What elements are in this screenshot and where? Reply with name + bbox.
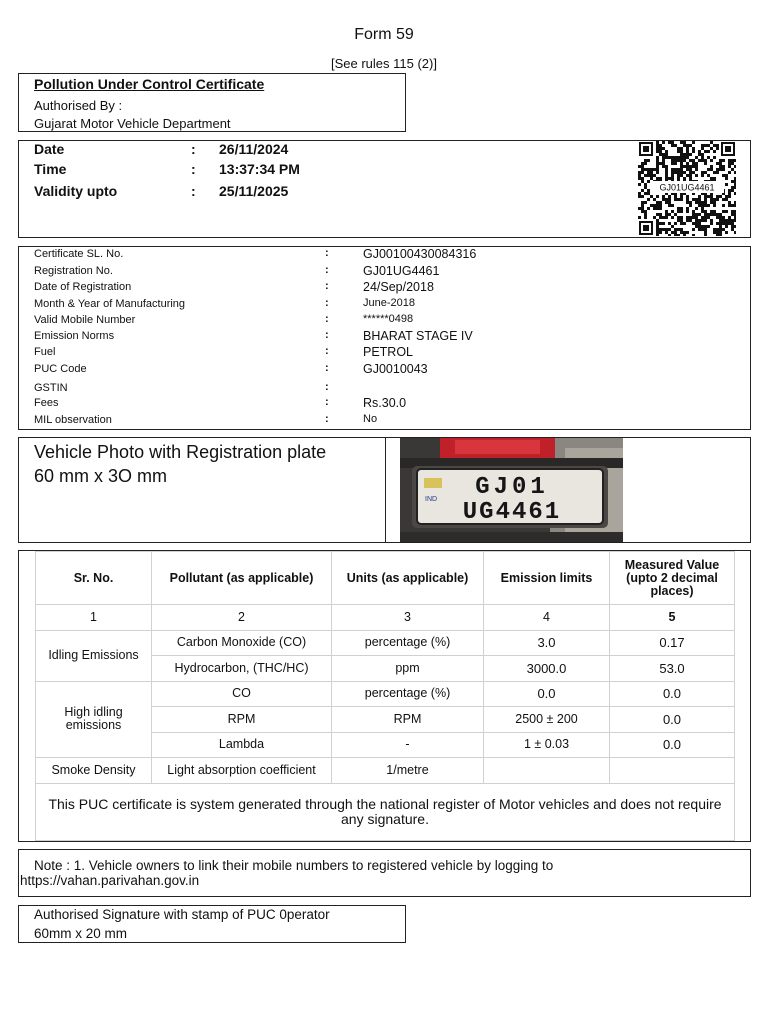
vahan-link[interactable]: https://vahan.parivahan.gov.in <box>20 873 200 888</box>
measured-cell <box>610 758 735 784</box>
vehicle-photo <box>400 438 623 542</box>
time-value: 13:37:34 PM <box>219 161 300 177</box>
detail-value: Rs.30.0 <box>363 396 407 410</box>
separator: : <box>325 413 329 425</box>
authorised-by-label: Authorised By : <box>34 98 123 113</box>
detail-value: PETROL <box>363 345 414 359</box>
table-row <box>36 758 735 784</box>
header-measured-value: Measured Value (upto 2 decimal places) <box>610 552 735 605</box>
rules-reference: [See rules 115 (2)] <box>331 56 437 71</box>
separator: : <box>191 183 196 199</box>
group-idling-emissions: Idling Emissions <box>36 630 152 681</box>
header-pollutant: Pollutant (as applicable) <box>152 552 332 605</box>
limit-cell: 1 ± 0.03 <box>484 732 610 758</box>
separator: : <box>325 396 329 408</box>
issue-info-box <box>18 140 751 238</box>
limit-cell: 2500 ± 200 <box>484 707 610 733</box>
date-label: Date <box>34 141 65 157</box>
detail-row <box>34 396 734 412</box>
separator: : <box>191 161 196 177</box>
separator: : <box>325 297 329 309</box>
pollutant-cell: CO <box>152 681 332 707</box>
units-cell: percentage (%) <box>332 681 484 707</box>
measured-cell: 53.0 <box>610 656 735 682</box>
units-cell: 1/metre <box>332 758 484 784</box>
units-cell: - <box>332 732 484 758</box>
signature-dimensions: 60mm x 20 mm <box>34 926 128 941</box>
pollutant-cell: Carbon Monoxide (CO) <box>152 630 332 656</box>
emission-table <box>35 551 735 841</box>
system-generated-note: This PUC certificate is system generated through the national register of Motor vehicles and does not require any signature. <box>36 783 735 840</box>
measured-cell: 0.0 <box>610 732 735 758</box>
detail-row <box>34 264 734 280</box>
measured-cell: 0.17 <box>610 630 735 656</box>
detail-value: GJ0010043 <box>363 362 428 376</box>
measured-cell: 0.0 <box>610 707 735 733</box>
detail-row <box>34 280 734 296</box>
detail-label: Certificate SL. No. <box>34 248 124 260</box>
index-cell: 1 <box>36 605 152 631</box>
separator: : <box>325 264 329 276</box>
separator: : <box>325 329 329 341</box>
limit-cell: 3.0 <box>484 630 610 656</box>
note-box <box>18 849 751 897</box>
detail-label: Valid Mobile Number <box>34 314 136 326</box>
plate-line-1: GJ01 <box>475 474 549 501</box>
detail-value: GJ01UG4461 <box>363 264 440 278</box>
qr-code-icon <box>638 141 736 236</box>
header-emission-limits: Emission limits <box>484 552 610 605</box>
detail-row <box>34 329 734 345</box>
index-cell: 2 <box>152 605 332 631</box>
detail-row <box>34 413 734 429</box>
table-row <box>36 630 735 656</box>
signature-label: Authorised Signature with stamp of PUC 0perator <box>34 907 330 922</box>
emission-table-box <box>18 550 751 842</box>
measured-cell: 0.0 <box>610 681 735 707</box>
signature-box <box>18 905 406 943</box>
note-text: Note : 1. Vehicle owners to link their mobile numbers to registered vehicle by logging to <box>34 858 554 873</box>
limit-cell: 3000.0 <box>484 656 610 682</box>
photo-caption: Vehicle Photo with Registration plate <box>34 442 327 462</box>
vehicle-photo-box <box>18 437 751 543</box>
index-cell: 5 <box>610 605 735 631</box>
pollutant-cell: Hydrocarbon, (THC/HC) <box>152 656 332 682</box>
header-sr-no: Sr. No. <box>36 552 152 605</box>
detail-row <box>34 247 734 263</box>
detail-label: Registration No. <box>34 265 113 277</box>
detail-label: GSTIN <box>34 382 68 394</box>
detail-row <box>34 381 734 397</box>
index-cell: 4 <box>484 605 610 631</box>
detail-label: Fuel <box>34 346 56 358</box>
detail-row <box>34 297 734 313</box>
certificate-title: Pollution Under Control Certificate <box>34 76 265 92</box>
pollutant-cell: Lambda <box>152 732 332 758</box>
validity-label: Validity upto <box>34 183 118 199</box>
separator: : <box>325 280 329 292</box>
limit-cell: 0.0 <box>484 681 610 707</box>
index-cell: 3 <box>332 605 484 631</box>
photo-dimensions: 60 mm x 3O mm <box>34 466 168 486</box>
separator: : <box>325 362 329 374</box>
separator: : <box>325 345 329 357</box>
form-title: Form 59 <box>354 26 414 43</box>
qr-caption: GJ01UG4461 <box>659 182 715 193</box>
detail-label: MIL observation <box>34 414 112 426</box>
separator: : <box>325 381 329 393</box>
detail-value: 24/Sep/2018 <box>363 280 434 294</box>
detail-label: Emission Norms <box>34 330 115 342</box>
authority-name: Gujarat Motor Vehicle Department <box>34 116 231 131</box>
photo-divider <box>385 438 386 542</box>
table-row <box>36 681 735 707</box>
units-cell: ppm <box>332 656 484 682</box>
separator: : <box>191 141 196 157</box>
table-footnote-row <box>36 783 735 840</box>
time-label: Time <box>34 161 67 177</box>
date-value: 26/11/2024 <box>219 141 289 157</box>
pollutant-cell: Light absorption coefficient <box>152 758 332 784</box>
detail-row <box>34 362 734 378</box>
detail-value: No <box>363 413 378 425</box>
plate-country: IND <box>425 496 438 503</box>
validity-value: 25/11/2025 <box>219 183 289 199</box>
detail-label: Fees <box>34 397 59 409</box>
vehicle-details-box <box>18 246 751 430</box>
units-cell: RPM <box>332 707 484 733</box>
table-header-row <box>36 552 735 605</box>
certificate-header-box <box>18 73 406 132</box>
detail-value: BHARAT STAGE IV <box>363 329 473 343</box>
separator: : <box>325 313 329 325</box>
group-smoke-density: Smoke Density <box>36 758 152 784</box>
units-cell: percentage (%) <box>332 630 484 656</box>
detail-row <box>34 345 734 361</box>
detail-value: ******0498 <box>363 313 414 325</box>
header-units: Units (as applicable) <box>332 552 484 605</box>
separator: : <box>325 247 329 259</box>
detail-value: June-2018 <box>363 297 415 309</box>
detail-value: GJ00100430084316 <box>363 247 477 261</box>
detail-label: Month & Year of Manufacturing <box>34 298 186 310</box>
limit-cell <box>484 758 610 784</box>
detail-label: PUC Code <box>34 363 87 375</box>
detail-label: Date of Registration <box>34 281 132 293</box>
pollutant-cell: RPM <box>152 707 332 733</box>
plate-line-2: UG4461 <box>462 499 562 526</box>
group-high-idling-emissions: High idling emissions <box>36 681 152 758</box>
table-index-row <box>36 605 735 631</box>
detail-row <box>34 313 734 329</box>
